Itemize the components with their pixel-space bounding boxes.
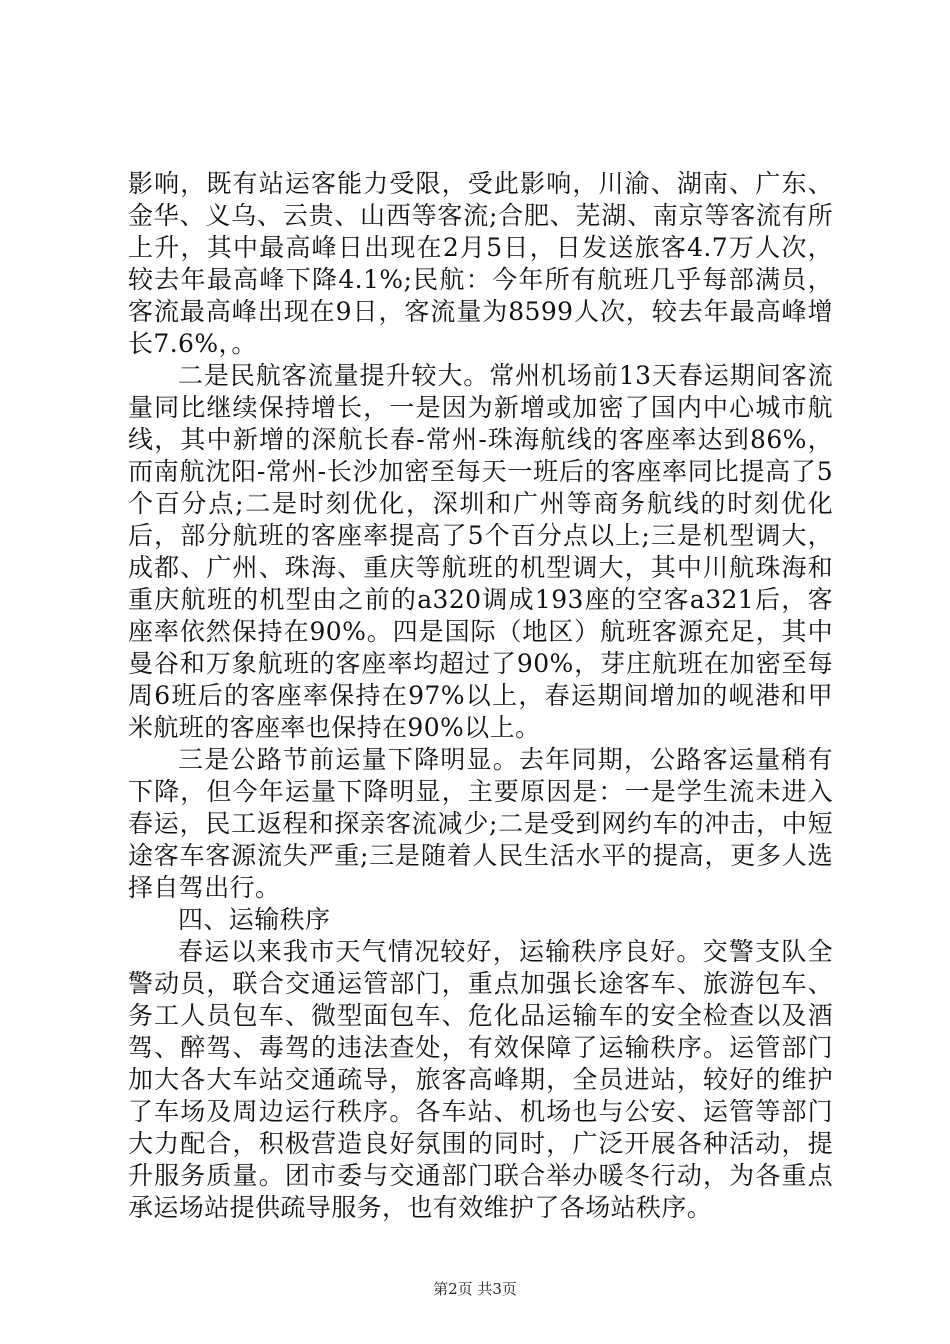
paragraph-2: 二是民航客流量提升较大。常州机场前13天春运期间客流量同比继续保持增长，一是因为新增或加密了国内中心城市航线，其中新增的深航长春-常州-珠海航线的客座率达到86%，而南航沈阳-常州-长沙加密至每天一班后的客座率同比提高了5个百分点;二是时刻优化，深圳和广州等商务航线的时刻优化后，部分航班的客座率提高了5个百分点以上;三是机型调大，成都、广州、珠海、重庆等航班的机型调大，其中川航珠海和重庆航班的机型由之前的a320调成193座的空客a321后，客座率依然保持在90%。四是国际（地区）航班客源充足，其中曼谷和万象航班的客座率均超过了90%，芽庄航班在加密至每周6班后的客座率保持在97%以上，春运期间增加的岘港和甲米航班的客座率也保持在90%以上。	[128, 361, 833, 742]
paragraph-4: 春运以来我市天气情况较好，运输秩序良好。交警支队全警动员，联合交通运管部门，重点加强长途客车、旅游包车、务工人员包车、微型面包车、危化品运输车的安全检查以及酒驾、醉驾、毒驾的违法查处，有效保障了运输秩序。运管部门加大各大车站交通疏导，旅客高峰期，全员进站，较好的维护了车场及周边运行秩序。各车站、机场也与公安、运管等部门大力配合，积极营造良好氛围的同时，广泛开展各种活动，提升服务质量。团市委与交通部门联合举办暖冬行动，为各重点承运场站提供疏导服务，也有效维护了各场站秩序。	[128, 937, 833, 1222]
document-body	[128, 168, 833, 1224]
section-heading: 四、运输秩序	[178, 905, 331, 934]
paragraph-1: 影响，既有站运客能力受限，受此影响，川渝、湖南、广东、金华、义乌、云贵、山西等客流;合肥、芜湖、南京等客流有所上升，其中最高峰日出现在2月5日，日发送旅客4.7万人次，较去年最高峰下降4.1%;民航：今年所有航班几乎每部满员，客流最高峰出现在9日，客流量为8599人次，较去年最高峰增长7.6%，。	[128, 169, 833, 358]
paragraph-3: 三是公路节前运量下降明显。去年同期，公路客运量稍有下降，但今年运量下降明显，主要原因是：一是学生流未进入春运，民工返程和探亲客流减少;二是受到网约车的冲击，中短途客车客源流失严重;三是随着人民生活水平的提高，更多人选择自驾出行。	[128, 745, 833, 902]
page-number: 第2页 共3页	[433, 1280, 517, 1298]
